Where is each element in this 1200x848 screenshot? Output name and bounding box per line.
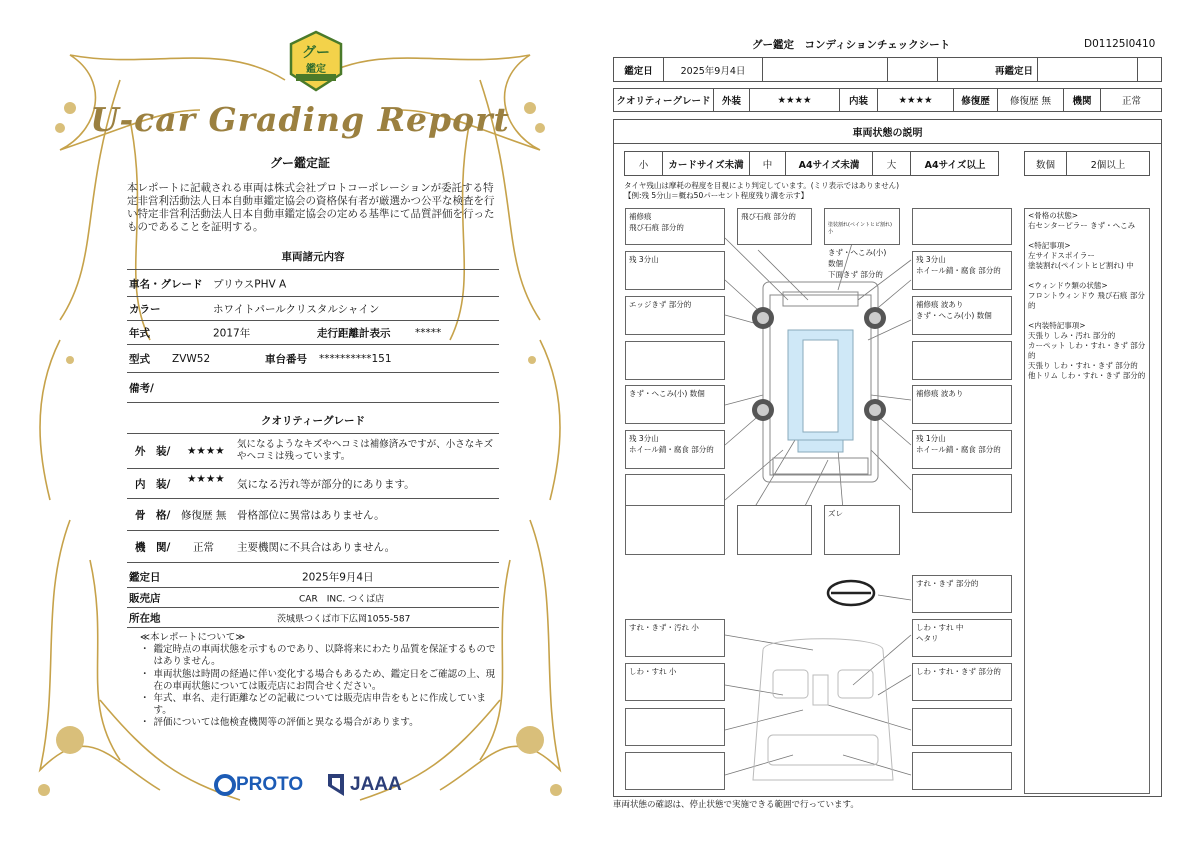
blank-cell (888, 58, 938, 81)
frame-description: 骨格部位に異常はありません。 (237, 509, 385, 521)
appraisal-date-row (613, 57, 1162, 82)
legend-medium-desc: A4サイズ未満 (786, 152, 873, 175)
address-value: 茨城県つくば市下広岡1055-587 (277, 614, 411, 624)
quality-header: クオリティーグレード (127, 413, 499, 434)
note-bullet: ・ (140, 717, 150, 729)
count-label: 数個 (1025, 152, 1067, 175)
car-interior-view (753, 639, 893, 780)
blank-cell (1138, 58, 1162, 81)
certificate-statement: 本レポートに記載される車両は株式会社プロトコーポレーションが委託する特定非営利活動法人日本自動車鑑定協会の資格保有者が厳選かつ公平な検査を行い特定非営利活動法人日本自動車鑑定協会の定める基準にて品質評価を行ったものであることを証明する。 (127, 182, 495, 233)
note-text: 車両状態は時間の経過に伴い変化する場合もあるため、鑑定日をご確認の上、現在の車両状態については販売店にお問合せください。 (153, 668, 496, 692)
damage-box-rear-right-center: ズレ (824, 505, 900, 555)
note-bullet: ・ (140, 644, 150, 656)
interior-box-dashboard: すれ・きず・汚れ 小 (625, 619, 725, 657)
spec-row-remarks (127, 373, 499, 403)
note-item (140, 644, 500, 668)
note-item (140, 693, 500, 717)
date-label: 鑑定日 (129, 571, 161, 583)
spec-row-model (127, 345, 499, 373)
legend-large-desc: A4サイズ以上 (924, 159, 986, 171)
model-value: ZVW52 (172, 352, 211, 365)
engine-value: 正常 (193, 541, 214, 553)
remarks-label: 備考/ (129, 382, 154, 394)
chassis-label: 車台番号 (265, 353, 307, 365)
jaaa-logo-mark-icon (326, 772, 346, 798)
interior-box-rear-seat-left (625, 752, 725, 790)
damage-box-rear-right (912, 474, 1012, 513)
address-label: 所在地 (129, 612, 161, 624)
document-id: D01125I0410 (1084, 38, 1156, 50)
special-notes-box: <骨格の状態> 右センターピラー きず・へこみ <特記事項> 左サイドスポイラー 塗装割れ(ペイントヒビ割れ) 中 <ウィンドウ類の状態> フロントウィンドウ 飛び石痕 部分的 <内装特記事項> 天張り しみ・汚れ 部分的 カーペット しわ・すれ・きず 部分的 天張り しわ・すれ・きず 部分的 他トリム しわ・すれ・きず 部分的 (1024, 208, 1150, 794)
ext-label: 外装 (714, 89, 750, 111)
ext-stars: ★★★★ (187, 445, 225, 457)
sheet-title: グー鑑定 コンディションチェックシート (752, 39, 951, 51)
info-row-shop (127, 588, 499, 608)
blank-cell (763, 58, 888, 81)
logo-row (214, 770, 414, 800)
frame-value: 修復歴 無 (181, 509, 227, 521)
interior-box-driver-seat: しわ・すれ 中 ヘタリ (912, 619, 1012, 657)
grade-label: クオリティーグレード (614, 89, 714, 111)
model-label: 型式 (129, 353, 150, 365)
spec-row-name (127, 271, 499, 297)
legend-small-desc: カードサイズ未満 (663, 152, 750, 175)
count-value: 2個以上 (1090, 159, 1126, 171)
size-legend (624, 151, 999, 176)
paint-crack-note: 塗装割れ(ペイントヒビ割れ) 小 (828, 222, 892, 235)
damage-box-front-left: 補修痕 飛び石痕 部分的 (625, 208, 725, 245)
interior-box-steering: すれ・きず 部分的 (912, 575, 1012, 613)
engine-label: 機関 (1064, 89, 1101, 111)
damage-box-rear-bottom-left (625, 505, 725, 555)
legend-small: 小 (625, 152, 663, 175)
note-item (140, 669, 500, 693)
state-header: 車両状態の説明 (614, 120, 1161, 144)
interior-box-passenger-seat: しわ・すれ 小 (625, 663, 725, 701)
name-value: プリウスPHV A (213, 278, 287, 290)
badge-text-kantei: 鑑定 (306, 64, 326, 75)
jaaa-logo: JAAA (350, 774, 402, 795)
int-description: 気になる汚れ等が部分的にあります。 (237, 478, 415, 490)
engine-value: 正常 (1121, 96, 1141, 107)
ext-stars: ★★★★ (750, 89, 840, 111)
note-bullet: ・ (140, 668, 150, 680)
int-label: 内 装/ (135, 478, 171, 490)
color-label: カラー (129, 303, 161, 315)
mileage-value: ***** (415, 326, 442, 339)
engine-label: 機 関/ (135, 541, 171, 553)
note-text: 評価については他検査機関等の評価と異なる場合があります。 (153, 717, 419, 729)
tire-box-rear-right: 残 1分山 ホイール錆・腐食 部分的 (912, 430, 1012, 469)
count-legend (1024, 151, 1150, 176)
proto-logo-mark-icon (214, 774, 236, 796)
spec-header: 車両諸元内容 (127, 249, 499, 270)
ext-description: 気になるようなキズやヘコミは補修済みですが、小さなキズやヘコミは残っています。 (237, 439, 494, 462)
quality-row-frame (127, 499, 499, 531)
spec-row-year (127, 321, 499, 345)
damage-box-right-rear-door: 補修痕 波あり (912, 385, 1012, 424)
redate-value (1038, 58, 1138, 81)
int-stars: ★★★★ (878, 89, 954, 111)
sheet-footer-note: 車両状態の確認は、停止状態で実施できる範囲で行っています。 (613, 800, 859, 810)
notes-title: ≪本レポートについて≫ (140, 632, 246, 643)
note-text: 年式、車名、走行距離などの記載については販売店申告をもとに作成しています。 (153, 693, 486, 717)
damage-box-left-rear-door: きず・へこみ(小) 数個 (625, 385, 725, 424)
quality-row-exterior (127, 434, 499, 469)
tire-box-front-left: 残 3分山 (625, 251, 725, 290)
damage-box-right-middle (912, 341, 1012, 380)
grade-row (613, 88, 1162, 112)
damage-box-left-front-door: エッジきず 部分的 (625, 296, 725, 335)
shop-value: CAR INC. つくば店 (299, 594, 385, 604)
certificate-title: グー鑑定証 (269, 156, 330, 170)
goo-appraisal-badge (286, 30, 346, 92)
legend-medium: 中 (750, 152, 786, 175)
info-row-address (127, 608, 499, 628)
note-text: 鑑定時点の車両状態を示すものであり、以降将来にわたり品質を保証するものではありません。 (153, 644, 496, 668)
damage-box-rear-center (737, 505, 812, 555)
tire-box-front-right: 残 3分山 ホイール錆・腐食 部分的 (912, 251, 1012, 290)
damage-box-front-right-corner (912, 208, 1012, 245)
int-label: 内装 (840, 89, 878, 111)
interior-box-rear-left (625, 708, 725, 746)
repair-value: 修復歴 無 (998, 89, 1064, 111)
chassis-value: **********151 (319, 352, 392, 365)
ext-label: 外 装/ (135, 445, 171, 458)
date-value: 2025年9月4日 (302, 571, 374, 583)
color-value: ホワイトパールクリスタルシャイン (213, 303, 380, 315)
tire-note-2: 【例:残 5分山＝概ね50パーセント程度残り溝を示す】 (624, 191, 809, 200)
int-stars: ★★★★ (187, 473, 225, 486)
date-value: 2025年9月4日 (664, 58, 763, 81)
interior-box-rear-seat-right (912, 752, 1012, 790)
proto-logo: PROTO (236, 774, 304, 795)
steering-wheel-icon (828, 581, 874, 605)
spec-row-color (127, 297, 499, 321)
damage-box-left-middle (625, 341, 725, 380)
interior-box-console: しわ・すれ・きず 部分的 (912, 663, 1012, 701)
repair-label: 修復歴 (954, 89, 998, 111)
tire-box-rear-left: 残 3分山 ホイール錆・腐食 部分的 (625, 430, 725, 469)
note-bullet: ・ (140, 693, 150, 705)
name-label: 車名・グレード (129, 278, 203, 290)
badge-text-goo: グー (302, 45, 330, 61)
quality-row-engine (127, 531, 499, 563)
engine-description: 主要機関に不具合はありません。 (237, 541, 396, 553)
front-damage-note: きず・へこみ(小) 数個 下面きず 部分的 (828, 248, 887, 279)
legend-large: 大 (873, 152, 911, 175)
script-title: U-car Grading Report (90, 100, 510, 139)
year-value: 2017年 (213, 327, 251, 339)
damage-box-front-right (824, 208, 900, 279)
mileage-label: 走行距離計表示 (317, 327, 391, 339)
damage-box-right-front-door: 補修痕 波あり きず・へこみ(小) 数個 (912, 296, 1012, 335)
redate-label: 再鑑定日 (938, 58, 1038, 81)
info-row-date (127, 566, 499, 588)
damage-box-front-center: 飛び石痕 部分的 (737, 208, 812, 245)
note-item (140, 717, 500, 729)
frame-label: 骨 格/ (135, 509, 171, 521)
date-label: 鑑定日 (614, 58, 664, 81)
year-label: 年式 (129, 327, 150, 339)
report-notes (140, 632, 500, 730)
interior-box-rear-right (912, 708, 1012, 746)
tire-note-1: タイヤ残山は摩耗の程度を目視により判定しています。(ミリ表示ではありません) (624, 181, 900, 190)
quality-row-interior (127, 469, 499, 499)
shop-label: 販売店 (129, 592, 161, 604)
